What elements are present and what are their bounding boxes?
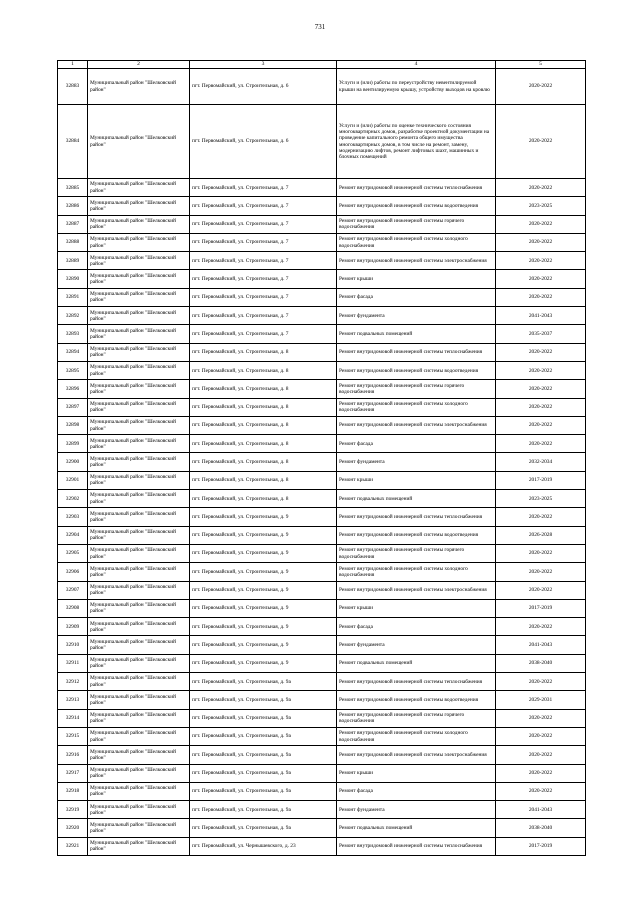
row-id: 32902	[58, 490, 88, 508]
row-id: 32887	[58, 215, 88, 233]
district-cell: Муниципальный район "Шелковский район"	[88, 270, 190, 288]
row-id: 32908	[58, 599, 88, 617]
work-type-cell: Ремонт крыши	[337, 471, 496, 489]
work-type-cell: Ремонт фасада	[337, 288, 496, 306]
table-row	[58, 233, 586, 251]
row-id: 32916	[58, 746, 88, 764]
row-id: 32911	[58, 654, 88, 672]
district-cell: Муниципальный район "Шелковский район"	[88, 179, 190, 197]
address-cell: пгт. Первомайский, ул. Строительная, д. 6	[190, 105, 337, 179]
table-row	[58, 325, 586, 343]
district-cell: Муниципальный район "Шелковский район"	[88, 764, 190, 782]
district-cell: Муниципальный район "Шелковский район"	[88, 435, 190, 453]
work-type-cell: Ремонт крыши	[337, 764, 496, 782]
address-cell: пгт. Первомайский, ул. Строительная, д. 8	[190, 380, 337, 398]
column-number-4: 4	[337, 61, 496, 69]
district-cell: Муниципальный район "Шелковский район"	[88, 654, 190, 672]
row-id: 32920	[58, 819, 88, 837]
row-id: 32899	[58, 435, 88, 453]
district-cell: Муниципальный район "Шелковский район"	[88, 837, 190, 855]
row-id: 32912	[58, 673, 88, 691]
table-row	[58, 544, 586, 562]
period-cell: 2020-2022	[496, 233, 586, 251]
address-cell: пгт. Первомайский, ул. Строительная, д. 9а	[190, 709, 337, 727]
address-cell: пгт. Первомайский, ул. Строительная, д. 6	[190, 69, 337, 105]
work-type-cell: Ремонт фасада	[337, 618, 496, 636]
period-cell: 2017-2019	[496, 471, 586, 489]
work-type-cell: Ремонт фундамента	[337, 453, 496, 471]
row-id: 32886	[58, 197, 88, 215]
work-type-cell: Ремонт внутридомовой инженерной системы водоотведения	[337, 526, 496, 544]
work-type-cell: Ремонт внутридомовой инженерной системы холодного водоснабжения	[337, 398, 496, 416]
column-number-1: 1	[58, 61, 88, 69]
table-row	[58, 508, 586, 526]
row-id: 32888	[58, 233, 88, 251]
work-type-cell: Ремонт внутридомовой инженерной системы горячего водоснабжения	[337, 709, 496, 727]
work-type-cell: Ремонт фасада	[337, 782, 496, 800]
period-cell: 2038-2040	[496, 819, 586, 837]
work-type-cell: Ремонт подвальных помещений	[337, 654, 496, 672]
row-id: 32889	[58, 252, 88, 270]
period-cell: 2020-2022	[496, 69, 586, 105]
row-id: 32901	[58, 471, 88, 489]
table-row	[58, 526, 586, 544]
row-id: 32903	[58, 508, 88, 526]
table-row	[58, 727, 586, 745]
table-row	[58, 307, 586, 325]
district-cell: Муниципальный район "Шелковский район"	[88, 727, 190, 745]
address-cell: пгт. Первомайский, ул. Строительная, д. 7	[190, 197, 337, 215]
work-type-cell: Ремонт внутридомовой инженерной системы водоотведения	[337, 361, 496, 379]
work-type-cell: Ремонт фундамента	[337, 801, 496, 819]
address-cell: пгт. Первомайский, ул. Строительная, д. 9	[190, 544, 337, 562]
column-number-5: 5	[496, 61, 586, 69]
table-row	[58, 709, 586, 727]
row-id: 32915	[58, 727, 88, 745]
address-cell: пгт. Первомайский, ул. Строительная, д. 9а	[190, 727, 337, 745]
table-row	[58, 471, 586, 489]
table-row	[58, 563, 586, 581]
table-row	[58, 581, 586, 599]
row-id: 32896	[58, 380, 88, 398]
row-id: 32897	[58, 398, 88, 416]
district-cell: Муниципальный район "Шелковский район"	[88, 746, 190, 764]
period-cell: 2020-2022	[496, 746, 586, 764]
address-cell: пгт. Первомайский, ул. Строительная, д. 7	[190, 307, 337, 325]
address-cell: пгт. Первомайский, ул. Строительная, д. 9	[190, 599, 337, 617]
district-cell: Муниципальный район "Шелковский район"	[88, 673, 190, 691]
table-row	[58, 435, 586, 453]
address-cell: пгт. Первомайский, ул. Строительная, д. 9а	[190, 819, 337, 837]
district-cell: Муниципальный район "Шелковский район"	[88, 563, 190, 581]
period-cell: 2026-2028	[496, 526, 586, 544]
district-cell: Муниципальный район "Шелковский район"	[88, 599, 190, 617]
work-type-cell: Ремонт внутридомовой инженерной системы горячего водоснабжения	[337, 544, 496, 562]
period-cell: 2041-2043	[496, 307, 586, 325]
address-cell: пгт. Первомайский, ул. Строительная, д. 8	[190, 490, 337, 508]
address-cell: пгт. Первомайский, ул. Строительная, д. 8	[190, 453, 337, 471]
period-cell: 2020-2022	[496, 673, 586, 691]
address-cell: пгт. Первомайский, ул. Строительная, д. 7	[190, 270, 337, 288]
district-cell: Муниципальный район "Шелковский район"	[88, 307, 190, 325]
row-id: 32914	[58, 709, 88, 727]
period-cell: 2020-2022	[496, 179, 586, 197]
row-id: 32900	[58, 453, 88, 471]
period-cell: 2023-2025	[496, 490, 586, 508]
district-cell: Муниципальный район "Шелковский район"	[88, 325, 190, 343]
address-cell: пгт. Первомайский, ул. Строительная, д. 8	[190, 471, 337, 489]
work-type-cell: Ремонт внутридомовой инженерной системы холодного водоснабжения	[337, 563, 496, 581]
work-type-cell: Ремонт внутридомовой инженерной системы теплоснабжения	[337, 673, 496, 691]
table-row	[58, 599, 586, 617]
address-cell: пгт. Первомайский, ул. Строительная, д. 9	[190, 526, 337, 544]
table-row	[58, 270, 586, 288]
table-row	[58, 636, 586, 654]
period-cell: 2029-2031	[496, 691, 586, 709]
period-cell: 2020-2022	[496, 416, 586, 434]
district-cell: Муниципальный район "Шелковский район"	[88, 801, 190, 819]
district-cell: Муниципальный район "Шелковский район"	[88, 416, 190, 434]
address-cell: пгт. Первомайский, ул. Строительная, д. 9а	[190, 691, 337, 709]
district-cell: Муниципальный район "Шелковский район"	[88, 453, 190, 471]
district-cell: Муниципальный район "Шелковский район"	[88, 252, 190, 270]
table-row	[58, 764, 586, 782]
work-type-cell: Ремонт внутридомовой инженерной системы водоотведения	[337, 197, 496, 215]
column-number-row	[58, 61, 586, 69]
table-row	[58, 416, 586, 434]
district-cell: Муниципальный район "Шелковский район"	[88, 782, 190, 800]
work-type-cell: Ремонт подвальных помещений	[337, 819, 496, 837]
period-cell: 2038-2040	[496, 654, 586, 672]
row-id: 32885	[58, 179, 88, 197]
work-type-cell: Ремонт внутридомовой инженерной системы холодного водоснабжения	[337, 233, 496, 251]
period-cell: 2020-2022	[496, 764, 586, 782]
district-cell: Муниципальный район "Шелковский район"	[88, 490, 190, 508]
table-row	[58, 837, 586, 855]
work-type-cell: Ремонт внутридомовой инженерной системы теплоснабжения	[337, 837, 496, 855]
table-row	[58, 673, 586, 691]
table-row	[58, 197, 586, 215]
district-cell: Муниципальный район "Шелковский район"	[88, 471, 190, 489]
work-type-cell: Ремонт внутридомовой инженерной системы холодного водоснабжения	[337, 727, 496, 745]
work-type-cell: Ремонт фасада	[337, 435, 496, 453]
table-row	[58, 746, 586, 764]
district-cell: Муниципальный район "Шелковский район"	[88, 508, 190, 526]
period-cell: 2020-2022	[496, 581, 586, 599]
period-cell: 2017-2019	[496, 599, 586, 617]
period-cell: 2020-2022	[496, 361, 586, 379]
district-cell: Муниципальный район "Шелковский район"	[88, 361, 190, 379]
period-cell: 2020-2022	[496, 343, 586, 361]
address-cell: пгт. Первомайский, ул. Строительная, д. 7	[190, 215, 337, 233]
address-cell: пгт. Первомайский, ул. Строительная, д. 9а	[190, 801, 337, 819]
table-row	[58, 343, 586, 361]
district-cell: Муниципальный район "Шелковский район"	[88, 819, 190, 837]
address-cell: пгт. Первомайский, ул. Строительная, д. 7	[190, 179, 337, 197]
period-cell: 2020-2022	[496, 709, 586, 727]
work-type-cell: Ремонт внутридомовой инженерной системы электроснабжения	[337, 416, 496, 434]
period-cell: 2020-2022	[496, 727, 586, 745]
district-cell: Муниципальный район "Шелковский район"	[88, 105, 190, 179]
address-cell: пгт. Первомайский, ул. Строительная, д. 9	[190, 618, 337, 636]
table-row	[58, 69, 586, 105]
table-row	[58, 179, 586, 197]
address-cell: пгт. Первомайский, ул. Строительная, д. 9а	[190, 746, 337, 764]
period-cell: 2020-2022	[496, 435, 586, 453]
address-cell: пгт. Первомайский, ул. Строительная, д. 8	[190, 416, 337, 434]
table-row	[58, 490, 586, 508]
table-row	[58, 691, 586, 709]
table-row	[58, 782, 586, 800]
address-cell: пгт. Первомайский, ул. Строительная, д. 7	[190, 233, 337, 251]
district-cell: Муниципальный район "Шелковский район"	[88, 69, 190, 105]
row-id: 32898	[58, 416, 88, 434]
period-cell: 2020-2022	[496, 252, 586, 270]
district-cell: Муниципальный район "Шелковский район"	[88, 288, 190, 306]
row-id: 32883	[58, 69, 88, 105]
table-row	[58, 380, 586, 398]
period-cell: 2020-2022	[496, 544, 586, 562]
row-id: 32894	[58, 343, 88, 361]
row-id: 32884	[58, 105, 88, 179]
period-cell: 2020-2022	[496, 563, 586, 581]
period-cell: 2020-2022	[496, 398, 586, 416]
work-type-cell: Ремонт внутридомовой инженерной системы теплоснабжения	[337, 343, 496, 361]
work-type-cell: Услуги и (или) работы по переустройству невентилируемой крыши на вентилируемую крышу, устройству выходов на кровлю	[337, 69, 496, 105]
row-id: 32917	[58, 764, 88, 782]
district-cell: Муниципальный район "Шелковский район"	[88, 233, 190, 251]
district-cell: Муниципальный район "Шелковский район"	[88, 709, 190, 727]
district-cell: Муниципальный район "Шелковский район"	[88, 343, 190, 361]
period-cell: 2020-2022	[496, 270, 586, 288]
address-cell: пгт. Первомайский, ул. Строительная, д. 8	[190, 398, 337, 416]
work-type-cell: Ремонт внутридомовой инженерной системы электроснабжения	[337, 746, 496, 764]
work-type-cell: Ремонт внутридомовой инженерной системы электроснабжения	[337, 252, 496, 270]
table-row	[58, 453, 586, 471]
district-cell: Муниципальный район "Шелковский район"	[88, 636, 190, 654]
work-type-cell: Ремонт подвальных помещений	[337, 490, 496, 508]
address-cell: пгт. Первомайский, ул. Строительная, д. 9а	[190, 764, 337, 782]
address-cell: пгт. Первомайский, ул. Строительная, д. 9	[190, 636, 337, 654]
address-cell: пгт. Первомайский, ул. Строительная, д. 9	[190, 563, 337, 581]
repair-schedule-table	[57, 60, 586, 856]
row-id: 32890	[58, 270, 88, 288]
row-id: 32892	[58, 307, 88, 325]
row-id: 32921	[58, 837, 88, 855]
work-type-cell: Услуги и (или) работы по оценке технического состояния многоквартирных домов, разработке проектной документации на проведение капитального ремонта общего имущества многоквартирных домов, в том числе на ремонт, замену, модернизацию лифтов, ремонт лифтовых шахт, машинных и блочных помещений	[337, 105, 496, 179]
district-cell: Муниципальный район "Шелковский район"	[88, 526, 190, 544]
row-id: 32891	[58, 288, 88, 306]
row-id: 32913	[58, 691, 88, 709]
row-id: 32909	[58, 618, 88, 636]
table-row	[58, 361, 586, 379]
address-cell: пгт. Первомайский, ул. Строительная, д. 8	[190, 343, 337, 361]
table-row	[58, 252, 586, 270]
work-type-cell: Ремонт внутридомовой инженерной системы теплоснабжения	[337, 508, 496, 526]
district-cell: Муниципальный район "Шелковский район"	[88, 581, 190, 599]
table-row	[58, 801, 586, 819]
work-type-cell: Ремонт внутридомовой инженерной системы горячего водоснабжения	[337, 380, 496, 398]
table-row	[58, 398, 586, 416]
district-cell: Муниципальный район "Шелковский район"	[88, 618, 190, 636]
period-cell: 2020-2022	[496, 380, 586, 398]
work-type-cell: Ремонт крыши	[337, 270, 496, 288]
table-row	[58, 654, 586, 672]
address-cell: пгт. Первомайский, ул. Строительная, д. 9а	[190, 782, 337, 800]
period-cell: 2020-2022	[496, 508, 586, 526]
row-id: 32919	[58, 801, 88, 819]
district-cell: Муниципальный район "Шелковский район"	[88, 691, 190, 709]
period-cell: 2032-2034	[496, 453, 586, 471]
address-cell: пгт. Первомайский, ул. Строительная, д. 8	[190, 361, 337, 379]
address-cell: пгт. Первомайский, ул. Строительная, д. 7	[190, 325, 337, 343]
table-row	[58, 618, 586, 636]
period-cell: 2041-2043	[496, 801, 586, 819]
district-cell: Муниципальный район "Шелковский район"	[88, 215, 190, 233]
work-type-cell: Ремонт внутридомовой инженерной системы горячего водоснабжения	[337, 215, 496, 233]
address-cell: пгт. Первомайский, ул. Строительная, д. 9а	[190, 673, 337, 691]
work-type-cell: Ремонт фундамента	[337, 307, 496, 325]
period-cell: 2020-2022	[496, 215, 586, 233]
address-cell: пгт. Первомайский, ул. Строительная, д. 9	[190, 508, 337, 526]
work-type-cell: Ремонт внутридомовой инженерной системы электроснабжения	[337, 581, 496, 599]
period-cell: 2020-2022	[496, 782, 586, 800]
district-cell: Муниципальный район "Шелковский район"	[88, 197, 190, 215]
page-number: 731	[314, 23, 326, 31]
row-id: 32906	[58, 563, 88, 581]
row-id: 32905	[58, 544, 88, 562]
address-cell: пгт. Первомайский, ул. Строительная, д. 7	[190, 252, 337, 270]
address-cell: пгт. Первомайский, ул. Строительная, д. 8	[190, 435, 337, 453]
address-cell: пгт. Первомайский, ул. Чернышевского, д. 23	[190, 837, 337, 855]
period-cell: 2035-2037	[496, 325, 586, 343]
row-id: 32893	[58, 325, 88, 343]
period-cell: 2020-2022	[496, 105, 586, 179]
row-id: 32910	[58, 636, 88, 654]
address-cell: пгт. Первомайский, ул. Строительная, д. 7	[190, 288, 337, 306]
work-type-cell: Ремонт внутридомовой инженерной системы водоотведения	[337, 691, 496, 709]
table-row	[58, 288, 586, 306]
work-type-cell: Ремонт крыши	[337, 599, 496, 617]
period-cell: 2041-2043	[496, 636, 586, 654]
period-cell: 2017-2019	[496, 837, 586, 855]
table-row	[58, 215, 586, 233]
table-row	[58, 105, 586, 179]
column-number-3: 3	[190, 61, 337, 69]
row-id: 32895	[58, 361, 88, 379]
district-cell: Муниципальный район "Шелковский район"	[88, 380, 190, 398]
table-row	[58, 819, 586, 837]
row-id: 32918	[58, 782, 88, 800]
period-cell: 2020-2022	[496, 288, 586, 306]
work-type-cell: Ремонт подвальных помещений	[337, 325, 496, 343]
address-cell: пгт. Первомайский, ул. Строительная, д. 9	[190, 581, 337, 599]
row-id: 32904	[58, 526, 88, 544]
district-cell: Муниципальный район "Шелковский район"	[88, 544, 190, 562]
work-type-cell: Ремонт фундамента	[337, 636, 496, 654]
period-cell: 2020-2022	[496, 618, 586, 636]
column-number-2: 2	[88, 61, 190, 69]
address-cell: пгт. Первомайский, ул. Строительная, д. 9	[190, 654, 337, 672]
period-cell: 2023-2025	[496, 197, 586, 215]
work-type-cell: Ремонт внутридомовой инженерной системы теплоснабжения	[337, 179, 496, 197]
district-cell: Муниципальный район "Шелковский район"	[88, 398, 190, 416]
row-id: 32907	[58, 581, 88, 599]
